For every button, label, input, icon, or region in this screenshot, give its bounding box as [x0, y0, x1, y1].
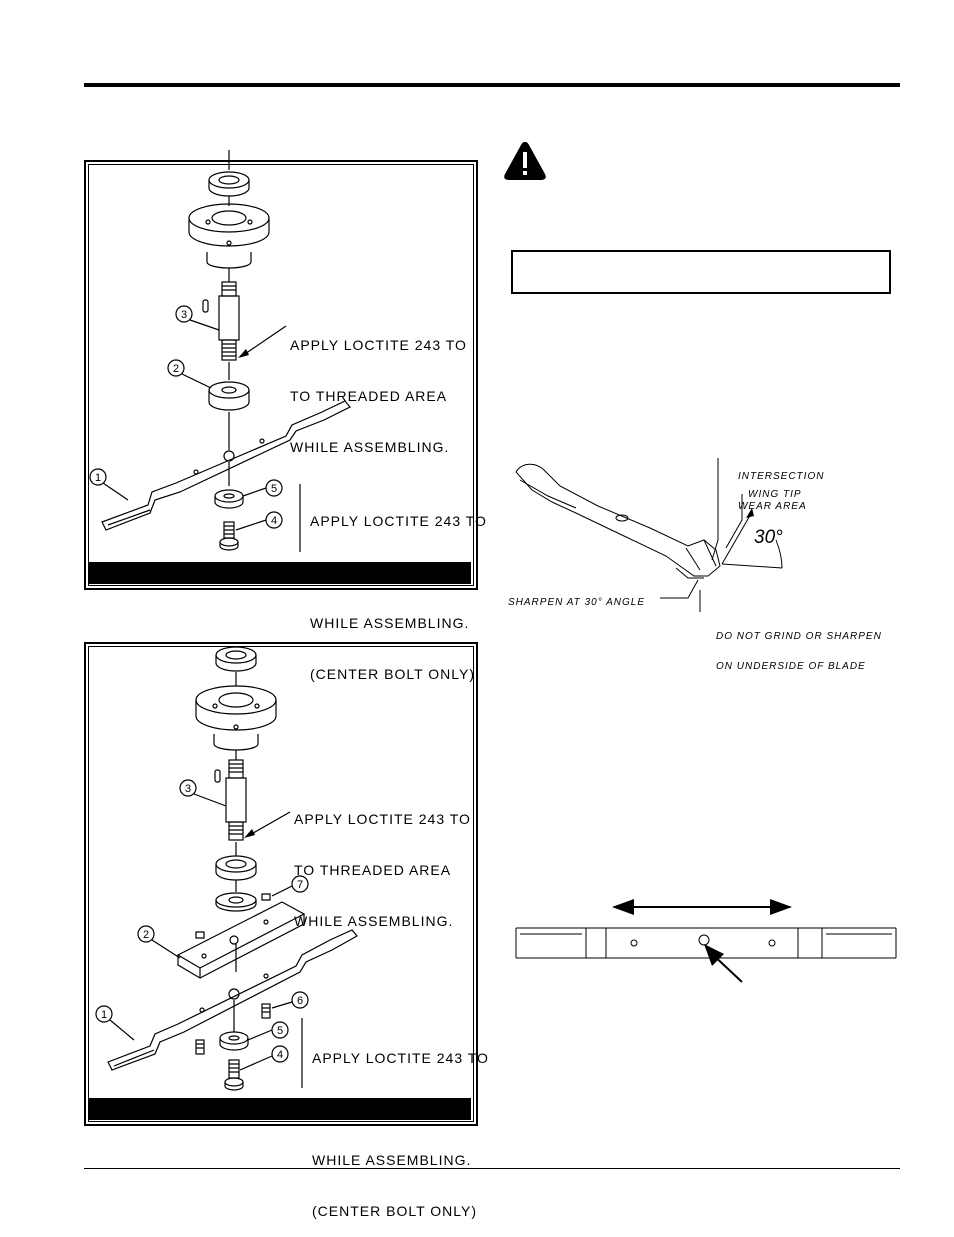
fig2-note-lower-line-1: APPLY LOCTITE 243 TO [312, 1050, 489, 1066]
label-wing-tip: WING TIP [748, 489, 802, 500]
fig1-callout-5: 5 [270, 483, 278, 495]
fig2-note-lower-line-4: (CENTER BOLT ONLY) [312, 1203, 478, 1219]
fig1-callout-4: 4 [270, 515, 278, 527]
label-do-not-grind-line-2: ON UNDERSIDE OF BLADE [716, 661, 866, 672]
fig1-callout-2: 2 [172, 363, 180, 375]
label-intersection-line-1: INTERSECTION [738, 471, 825, 482]
fig1-note-lower-line-2: TO THREADED AREA [310, 564, 468, 580]
fig2-callout-2: 2 [142, 929, 150, 941]
fig1-note-upper-line-1: APPLY LOCTITE 243 TO [290, 337, 467, 353]
fig1-note-lower-line-4: (CENTER BOLT ONLY) [310, 666, 476, 682]
fig2-note-lower-line-3: WHILE ASSEMBLING. [312, 1152, 472, 1168]
fig1-callout-3: 3 [180, 309, 188, 321]
label-do-not-grind-line-1: DO NOT GRIND OR SHARPEN [716, 631, 882, 642]
fig2-callout-1: 1 [100, 1009, 108, 1021]
fig2-note-upper-line-1: APPLY LOCTITE 243 TO [294, 811, 471, 827]
label-30-degrees: 30° [754, 527, 783, 548]
double-arrow-icon [612, 899, 634, 915]
fig2-callout-3: 3 [184, 783, 192, 795]
fig2-callout-6: 6 [296, 995, 304, 1007]
fig2-callout-4: 4 [276, 1049, 284, 1061]
fig2-callout-5: 5 [276, 1025, 284, 1037]
fig1-note-lower-line-1: APPLY LOCTITE 243 TO [310, 513, 487, 529]
fig2-note-upper-line-3: WHILE ASSEMBLING. [294, 913, 454, 929]
fig1-note-upper-line-3: WHILE ASSEMBLING. [290, 439, 450, 455]
fig2-callout-7: 7 [296, 879, 304, 891]
fig2-note-lower-line-2: TO THREADED AREA [312, 1101, 470, 1117]
fig1-callout-1: 1 [94, 472, 102, 484]
fig1-note-upper-line-2: TO THREADED AREA [290, 388, 448, 404]
fig1-note-lower-line-3: WHILE ASSEMBLING. [310, 615, 470, 631]
fig2-note-upper-line-2: TO THREADED AREA [294, 862, 452, 878]
label-intersection-line-2: WEAR AREA [738, 501, 807, 512]
label-sharpen-at-30: SHARPEN AT 30° ANGLE [508, 597, 645, 608]
